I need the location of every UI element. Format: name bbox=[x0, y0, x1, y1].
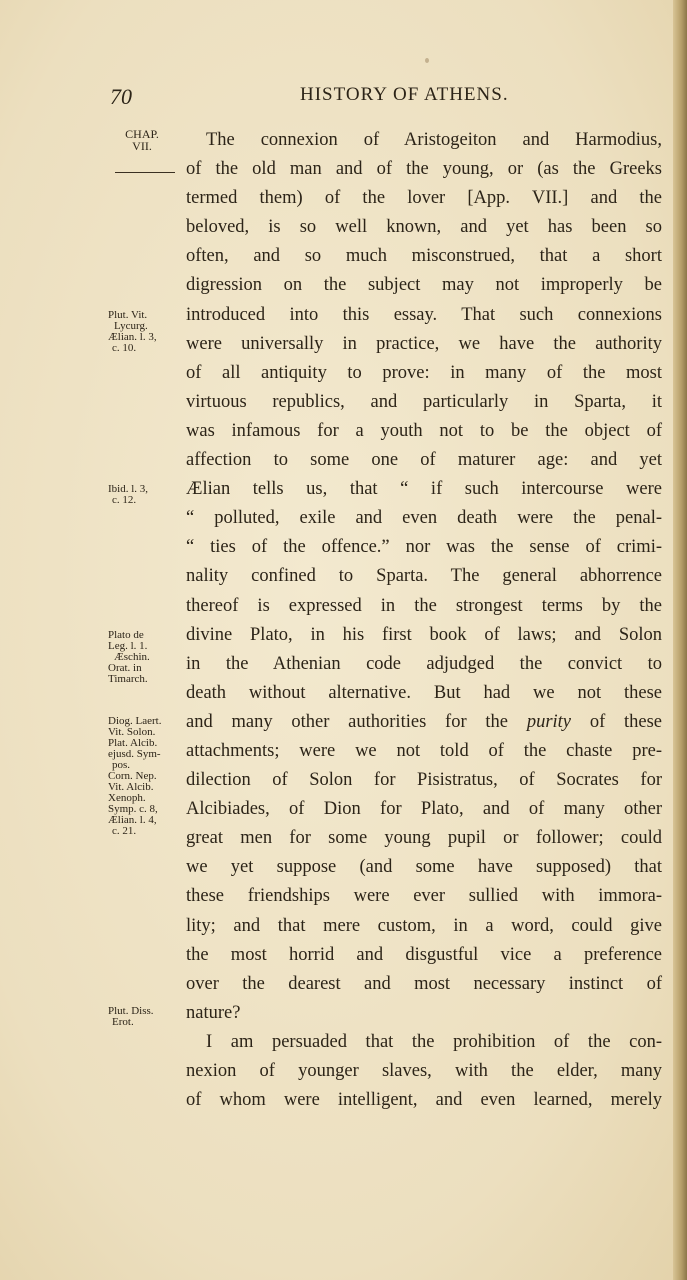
text-line: in the Athenian code adjudged the convict to bbox=[186, 653, 662, 674]
text-line: great men for some young pupil or follower; could bbox=[186, 828, 662, 849]
text-line: often, and so much misconstrued, that a short bbox=[186, 246, 662, 267]
text-segment: and many other authorities for the bbox=[186, 711, 509, 732]
text-line: Alcibiades, of Dion for Plato, and of many other bbox=[186, 799, 662, 820]
margin-note-line: Ælian. l. 4, bbox=[108, 814, 157, 826]
page-header bbox=[0, 80, 687, 110]
text-line: termed them) of the lover [App. VII.] and the bbox=[186, 188, 662, 209]
text-line: of the old man and of the young, or (as the Greeks bbox=[186, 159, 662, 180]
margin-note-line: c. 21. bbox=[112, 825, 137, 837]
text-line: dilection of Solon for Pisistratus, of Socrates for bbox=[186, 770, 662, 791]
text-line-with-italic bbox=[186, 708, 662, 737]
margin-note-line: Symp. c. 8, bbox=[108, 803, 158, 815]
text-line: we yet suppose (and some have supposed) that bbox=[186, 857, 662, 878]
text-line: digression on the subject may not improperly be bbox=[186, 275, 662, 296]
text-line: The connexion of Aristogeiton and Harmodius, bbox=[206, 130, 662, 150]
margin-note-line: Erot. bbox=[112, 1016, 134, 1028]
text-line: was infamous for a youth not to be the object of bbox=[186, 420, 662, 441]
margin-note-line: Diog. Laert. bbox=[108, 715, 162, 727]
text-line: beloved, is so well known, and yet has been so bbox=[186, 217, 662, 238]
text-line: these friendships were ever sullied with immora- bbox=[186, 886, 662, 907]
text-line: divine Plato, in his first book of laws; and Solon bbox=[186, 624, 662, 645]
text-line: thereof is expressed in the strongest terms by the bbox=[186, 595, 662, 616]
margin-note-line: Lycurg. bbox=[114, 320, 148, 332]
margin-note-line: Plut. Diss. bbox=[108, 1005, 154, 1017]
margin-note-line: Plat. Alcib. bbox=[108, 737, 158, 749]
text-line: over the dearest and most necessary instinct of bbox=[186, 973, 662, 994]
book-spine-edge bbox=[673, 0, 687, 1280]
margin-note-line: Leg. l. 1. bbox=[108, 640, 148, 652]
text-line: affection to some one of maturer age: and yet bbox=[186, 450, 662, 471]
margin-note-line: Ælian. l. 3, bbox=[108, 331, 157, 343]
italic-word-purity: purity bbox=[526, 711, 572, 732]
text-line: nexion of younger slaves, with the elder, many bbox=[186, 1061, 662, 1081]
margin-note-line: c. 10. bbox=[112, 342, 137, 354]
margin-note-line: Timarch. bbox=[108, 673, 148, 685]
margin-note-line: Vit. Solon. bbox=[108, 726, 156, 738]
margin-note-line: Corn. Nep. bbox=[108, 770, 157, 782]
chapter-rule bbox=[115, 172, 175, 173]
chapter-number: VII. bbox=[132, 139, 152, 153]
running-head: HISTORY OF ATHENS. bbox=[300, 84, 509, 105]
margin-note-line: c. 12. bbox=[112, 494, 137, 506]
text-line: Ælian tells us, that “ if such intercourse were bbox=[186, 479, 662, 500]
text-line: I am persuaded that the prohibition of the con- bbox=[206, 1031, 662, 1052]
text-line: virtuous republics, and particularly in Sparta, it bbox=[186, 391, 662, 412]
text-line: of all antiquity to prove: in many of the most bbox=[186, 362, 662, 383]
text-line: death without alternative. But had we not these bbox=[186, 682, 662, 703]
text-line: “ polluted, exile and even death were the penal- bbox=[186, 508, 662, 529]
margin-note-line: Vit. Alcib. bbox=[108, 781, 154, 793]
margin-note-diogenes-xenophon bbox=[108, 716, 182, 837]
chapter-label: CHAP. bbox=[125, 127, 159, 141]
ink-spot bbox=[425, 58, 429, 63]
body-text bbox=[186, 126, 662, 1115]
chapter-marker bbox=[118, 128, 166, 152]
margin-note-line: Ibid. l. 3, bbox=[108, 483, 149, 495]
text-line: lity; and that mere custom, in a word, could give bbox=[186, 915, 662, 936]
margin-note-line: Plut. Vit. bbox=[108, 309, 148, 321]
margin-note-plutarch-lycurgus bbox=[108, 310, 182, 354]
margin-note-line: Plato de bbox=[108, 629, 144, 641]
page-number: 70 bbox=[110, 84, 132, 109]
margin-note-ibid bbox=[108, 484, 182, 506]
text-line: “ ties of the offence.” nor was the sense of crimi- bbox=[186, 537, 662, 558]
text-segment: of these bbox=[589, 711, 663, 732]
margin-note-line: Xenoph. bbox=[108, 792, 146, 804]
text-line: of whom were intelligent, and even learned, merely bbox=[186, 1090, 662, 1111]
margin-note-line: pos. bbox=[112, 759, 131, 771]
margin-note-plato-aeschines bbox=[108, 630, 182, 685]
margin-note-plutarch-erot bbox=[108, 1006, 182, 1028]
margin-note-line: Orat. in bbox=[108, 662, 142, 674]
text-line: were universally in practice, we have the authority bbox=[186, 333, 662, 354]
text-line: attachments; were we not told of the chaste pre- bbox=[186, 740, 662, 761]
text-line: the most horrid and disgustful vice a preference bbox=[186, 944, 662, 965]
text-line: nality confined to Sparta. The general abhorrence bbox=[186, 566, 662, 587]
text-line: introduced into this essay. That such connexions bbox=[186, 304, 662, 325]
text-line: nature? bbox=[186, 1002, 241, 1023]
margin-note-line: ejusd. Sym- bbox=[108, 748, 161, 760]
margin-note-line: Æschin. bbox=[114, 651, 150, 663]
